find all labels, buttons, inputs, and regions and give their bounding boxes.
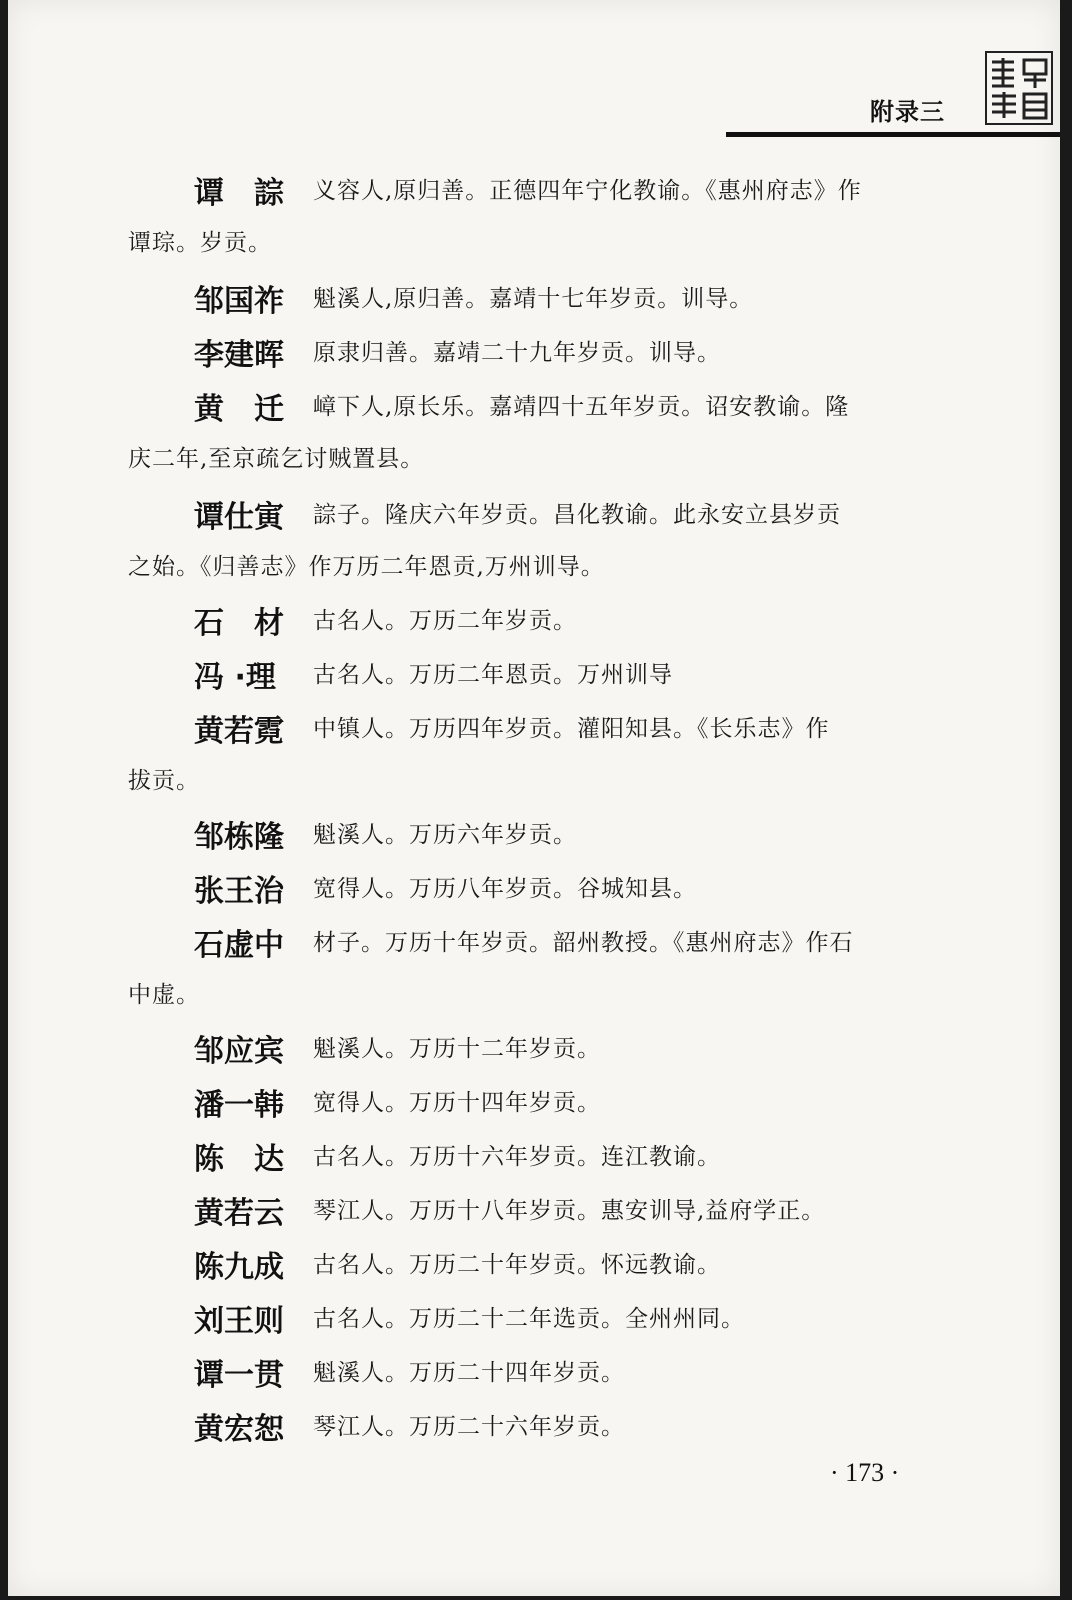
- entry-continuation: 拔贡。: [128, 768, 200, 794]
- entry-name: 石虚中: [194, 928, 284, 963]
- entry-name: 李建晖: [194, 338, 284, 373]
- entry-description: 宽得人。万历八年岁贡。谷城知县。: [313, 876, 697, 902]
- entry-description: 宽得人。万历十四年岁贡。: [313, 1090, 601, 1116]
- entry-description: 誴子。隆庆六年岁贡。昌化教谕。此永安立县岁贡: [313, 502, 841, 528]
- entry-name: 黄宏恕: [194, 1412, 284, 1447]
- entry-name: 邹栋隆: [194, 820, 284, 855]
- entry-description: 古名人。万历二十二年选贡。全州州同。: [313, 1306, 745, 1332]
- page-number: · 173 ·: [830, 1458, 900, 1487]
- entry-name: 陈九成: [194, 1250, 284, 1285]
- entry-name: 谭 誴: [194, 176, 284, 211]
- entry-name: 石 材: [194, 606, 284, 641]
- entry-continuation: 中虚。: [128, 982, 200, 1008]
- entry-name: 黄若霓: [194, 714, 284, 749]
- entry-description: 义容人,原归善。正德四年宁化教谕。《惠州府志》作: [313, 178, 862, 204]
- book-page: [8, 0, 1060, 1596]
- entry-description: 魁溪人,原归善。嘉靖十七年岁贡。训导。: [313, 286, 754, 312]
- entry-name: 刘王则: [194, 1304, 284, 1339]
- entry-description: 琴江人。万历二十六年岁贡。: [313, 1414, 625, 1440]
- entry-name: 邹应宾: [194, 1034, 284, 1069]
- entry-description: 原隶归善。嘉靖二十九年岁贡。训导。: [313, 340, 721, 366]
- entry-description: 古名人。万历二年恩贡。万州训导: [313, 662, 673, 688]
- entry-name: 潘一韩: [194, 1088, 284, 1123]
- entry-description: 古名人。万历十六年岁贡。连江教谕。: [313, 1144, 721, 1170]
- entry-description: 材子。万历十年岁贡。韶州教授。《惠州府志》作石: [313, 930, 854, 956]
- entry-continuation: 之始。《归善志》作万历二年恩贡,万州训导。: [128, 554, 605, 580]
- section-title: 附录三: [870, 98, 945, 126]
- entry-description: 嶂下人,原长乐。嘉靖四十五年岁贡。诏安教谕。隆: [313, 394, 850, 420]
- entry-name: 邹国祚: [194, 284, 284, 319]
- entry-name: 黄若云: [194, 1196, 284, 1231]
- entry-name: 谭一贯: [194, 1358, 284, 1393]
- entry-name: 谭仕寅: [194, 500, 284, 535]
- entry-description: 魁溪人。万历十二年岁贡。: [313, 1036, 601, 1062]
- entry-description: 中镇人。万历四年岁贡。灌阳知县。《长乐志》作: [313, 716, 830, 742]
- entry-continuation: 谭琮。岁贡。: [128, 230, 272, 256]
- entry-name: 陈 达: [194, 1142, 284, 1177]
- entry-continuation: 庆二年,至京疏乞讨贼置县。: [128, 446, 425, 472]
- entry-list: [8, 0, 1060, 1596]
- entry-name: 冯 ·理: [194, 660, 276, 695]
- entry-description: 魁溪人。万历二十四年岁贡。: [313, 1360, 625, 1386]
- entry-description: 魁溪人。万历六年岁贡。: [313, 822, 577, 848]
- entry-description: 古名人。万历二年岁贡。: [313, 608, 577, 634]
- entry-description: 古名人。万历二十年岁贡。怀远教谕。: [313, 1252, 721, 1278]
- entry-name: 张王治: [194, 874, 284, 909]
- entry-name: 黄 迁: [194, 392, 284, 427]
- entry-description: 琴江人。万历十八年岁贡。惠安训导,益府学正。: [313, 1198, 826, 1224]
